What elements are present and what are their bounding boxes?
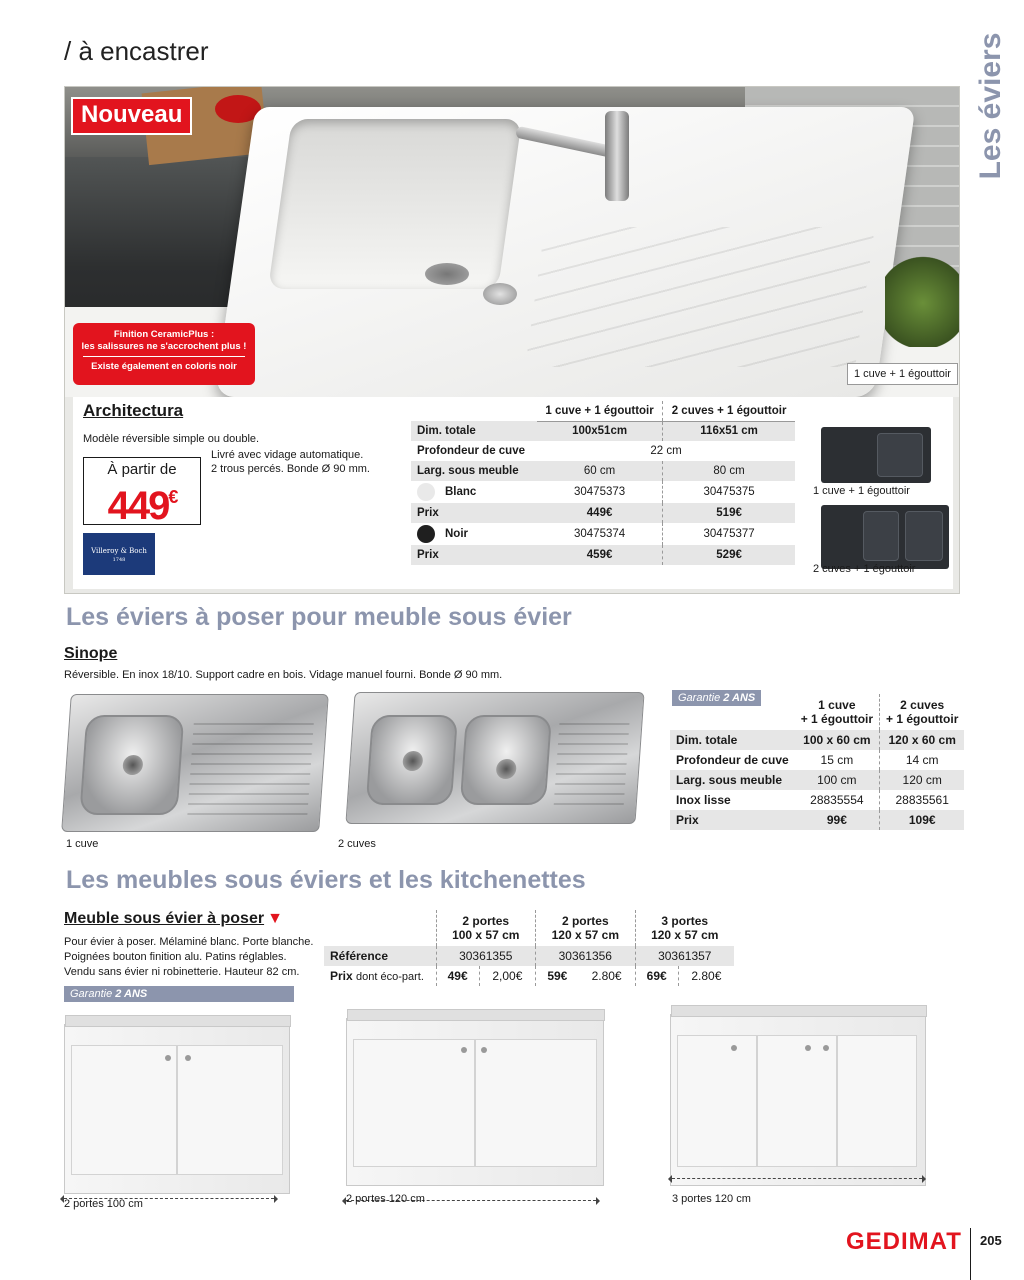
col-header-line: 120 x 57 cm [551,928,619,942]
desc-line: 2 trous percés. Bonde Ø 90 mm. [211,463,370,475]
section-heading: Les meubles sous éviers et les kitchenettes [66,866,586,894]
sinope-spec-table [670,694,964,830]
guarantee-badge [64,986,294,1002]
image-caption: 2 portes 120 cm [346,1193,425,1205]
cabinet-2-doors-100-image [64,1024,290,1194]
col-header [436,910,536,946]
desc-line: Pour évier à poser. Mélaminé blanc. Porte blanche. [64,936,314,948]
cell: 28835554 [810,793,864,807]
knob-icon [461,1047,467,1053]
cell: 30361355 [436,946,536,966]
cell: 30475374 [573,528,626,540]
cell: 100 cm [795,770,880,790]
product-description-2 [211,448,391,476]
sinope-single-sink-image [61,694,329,832]
black-swatch [417,525,435,543]
desc-line: Vendu sans évier ni robinetterie. Hauteur 82 cm. [64,966,300,978]
cell: 519€ [663,503,795,523]
cell: 80 cm [663,461,795,481]
col-header [536,910,636,946]
cabinet-door [757,1035,837,1167]
black-sink-single-thumbnail [821,427,931,483]
image-caption: 2 cuves [338,838,376,850]
price-currency: € [168,487,177,507]
brand-name: Villeroy & Boch [91,547,147,555]
thumb-bowl [905,511,943,561]
thumb-bowl [863,511,899,561]
section-heading: Les éviers à poser pour meuble sous évier [66,603,572,631]
cell: 2.80€ [678,966,734,986]
cell: 116x51 cm [663,421,795,441]
dimension-line [672,1178,922,1179]
cell: 100x51cm [537,421,663,441]
row-label: Profondeur de cuve [417,445,525,457]
villeroy-boch-logo [83,533,155,575]
product-description [64,935,313,980]
cell: 100 x 60 cm [795,730,880,750]
col-header-line: 1 cuve [818,698,856,712]
cell: 99€ [795,810,880,830]
cell: 109€ [880,810,965,830]
col-header-line: + 1 égouttoir [886,712,959,726]
row-label: Inox lisse [676,793,731,807]
promo-line-3: Existe également en coloris noir [91,361,237,372]
row-label: Prix [670,810,795,830]
col-header [635,910,734,946]
drainer-ribs [187,715,314,815]
row-label: Dim. totale [670,730,795,750]
cell: 30475377 [663,523,795,545]
row-label: Dim. totale [411,421,537,441]
side-tab [974,32,1007,180]
col-header-line: 3 portes [661,914,709,928]
cabinet-door [677,1035,757,1167]
row-label [411,523,537,545]
col-header [795,694,880,730]
row-label [411,481,537,503]
cabinet-door [475,1039,597,1167]
cell: 30475375 [663,481,795,503]
cell: 459€ [537,545,663,565]
brand-year: 1748 [112,557,126,563]
cell: 449€ [537,503,663,523]
price-box [83,457,201,528]
thumb-bowl [877,433,923,477]
cell: 120 cm [880,770,965,790]
cabinet-top [347,1009,605,1021]
architectura-panel [73,397,953,589]
promo-line-2: les salissures ne s'accrochent plus ! [81,341,247,352]
cabinet-spec-table [324,910,734,986]
cell: 60 cm [537,461,663,481]
col-header: 2 cuves + 1 égouttoir [663,401,795,421]
drainer-image [525,227,875,367]
col-header-line: 2 cuves [900,698,945,712]
guarantee-prefix: Garantie [678,692,721,704]
page-number: 205 [980,1233,1002,1248]
image-caption: 3 portes 120 cm [672,1193,751,1205]
tap-knob-image [483,283,517,305]
cell: 69€ [635,966,678,986]
cell: 14 cm [880,750,965,770]
row-label [324,966,436,986]
desc-line: Poignées bouton finition alu. Patins réglables. [64,951,287,963]
cell: 2.80€ [591,969,622,983]
new-badge: Nouveau [71,97,192,135]
hero-block [64,86,960,594]
guarantee-prefix: Garantie [70,988,113,1000]
thumb-caption: 1 cuve + 1 égouttoir [813,485,910,497]
col-header-line: 100 x 57 cm [452,928,520,942]
cell: 2,00€ [479,966,535,986]
plant-image [885,237,960,347]
col-header-line: + 1 égouttoir [800,712,874,726]
col-header-line: 2 portes [561,914,609,928]
promo-box [73,323,255,385]
drainer-ribs [554,715,630,805]
sink-bowl-image [268,119,522,289]
promo-divider [83,356,245,357]
row-label: Référence [324,946,436,966]
price-from-label: À partir de [107,461,177,478]
new-triangle-icon: ▼ [267,910,283,927]
hero-caption: 1 cuve + 1 égouttoir [847,363,958,385]
sinope-double-sink-image [345,692,644,824]
cell: 120 x 60 cm [880,730,965,750]
row-label: Prix [411,545,537,565]
eco-label: dont éco-part. [356,971,424,983]
cabinet-door [837,1035,917,1167]
cell: 22 cm [650,445,682,457]
product-title-text: Meuble sous évier à poser [64,910,265,927]
knob-icon [165,1055,171,1061]
cell: 30475373 [573,486,626,498]
knob-icon [731,1045,737,1051]
col-header-line: 2 portes [462,914,510,928]
col-header-line: 120 x 57 cm [651,928,719,942]
cabinet-door [71,1045,177,1175]
cell: 15 cm [820,753,854,767]
thumb-caption: 2 cuves + 1 égouttoir [813,563,916,575]
cell: 30361356 [536,946,636,966]
knob-icon [481,1047,487,1053]
cabinet-door [353,1039,475,1167]
product-description: Réversible. En inox 18/10. Support cadre en bois. Vidage manuel fourni. Bonde Ø 90 mm. [64,669,503,681]
footer-divider [970,1228,971,1280]
desc-line: Livré avec vidage automatique. [211,449,364,461]
faucet-image [605,111,629,201]
guarantee-value: 2 ANS [115,988,148,1000]
cabinet-3-doors-120-image [670,1014,926,1186]
drain-image [425,263,469,285]
cabinet-door [177,1045,283,1175]
cell: 28835561 [880,790,965,810]
row-label: Prix [411,503,537,523]
row-label: Larg. sous meuble [411,461,537,481]
cabinet-2-doors-120-image [346,1018,604,1186]
white-label: Blanc [445,486,477,499]
product-title [64,910,283,928]
price-value [84,478,200,528]
cell: 49€ [436,966,479,986]
section-header: / à encastrer [64,36,209,66]
col-header: 1 cuve + 1 égouttoir [537,401,663,421]
product-title: Sinope [64,645,118,662]
cell: 30361357 [635,946,734,966]
price-number: 449 [107,484,169,528]
promo-line-1: Finition CeramicPlus : [113,329,215,340]
product-title: Architectura [83,401,184,420]
guarantee-value: 2 ANS [723,692,756,704]
knob-icon [823,1045,829,1051]
image-caption: 2 portes 100 cm [64,1198,143,1210]
knob-icon [805,1045,811,1051]
row-label: Larg. sous meuble [670,770,795,790]
cabinet-top [671,1005,927,1017]
side-tab-label: Les éviers [974,32,1007,180]
black-label: Noir [445,528,468,541]
col-header [880,694,965,730]
cabinet-top [65,1015,291,1027]
gedimat-logo: GEDIMAT [846,1228,962,1255]
knob-icon [185,1055,191,1061]
image-caption: 1 cuve [66,838,99,850]
architectura-spec-table [411,401,795,565]
cell: 529€ [663,545,795,565]
row-label: Profondeur de cuve [676,753,789,767]
cell: 59€ [536,966,579,986]
black-sink-double-thumbnail [821,505,949,569]
white-swatch [417,483,435,501]
price-label: Prix [330,969,353,983]
product-description: Modèle réversible simple ou double. [83,433,260,445]
